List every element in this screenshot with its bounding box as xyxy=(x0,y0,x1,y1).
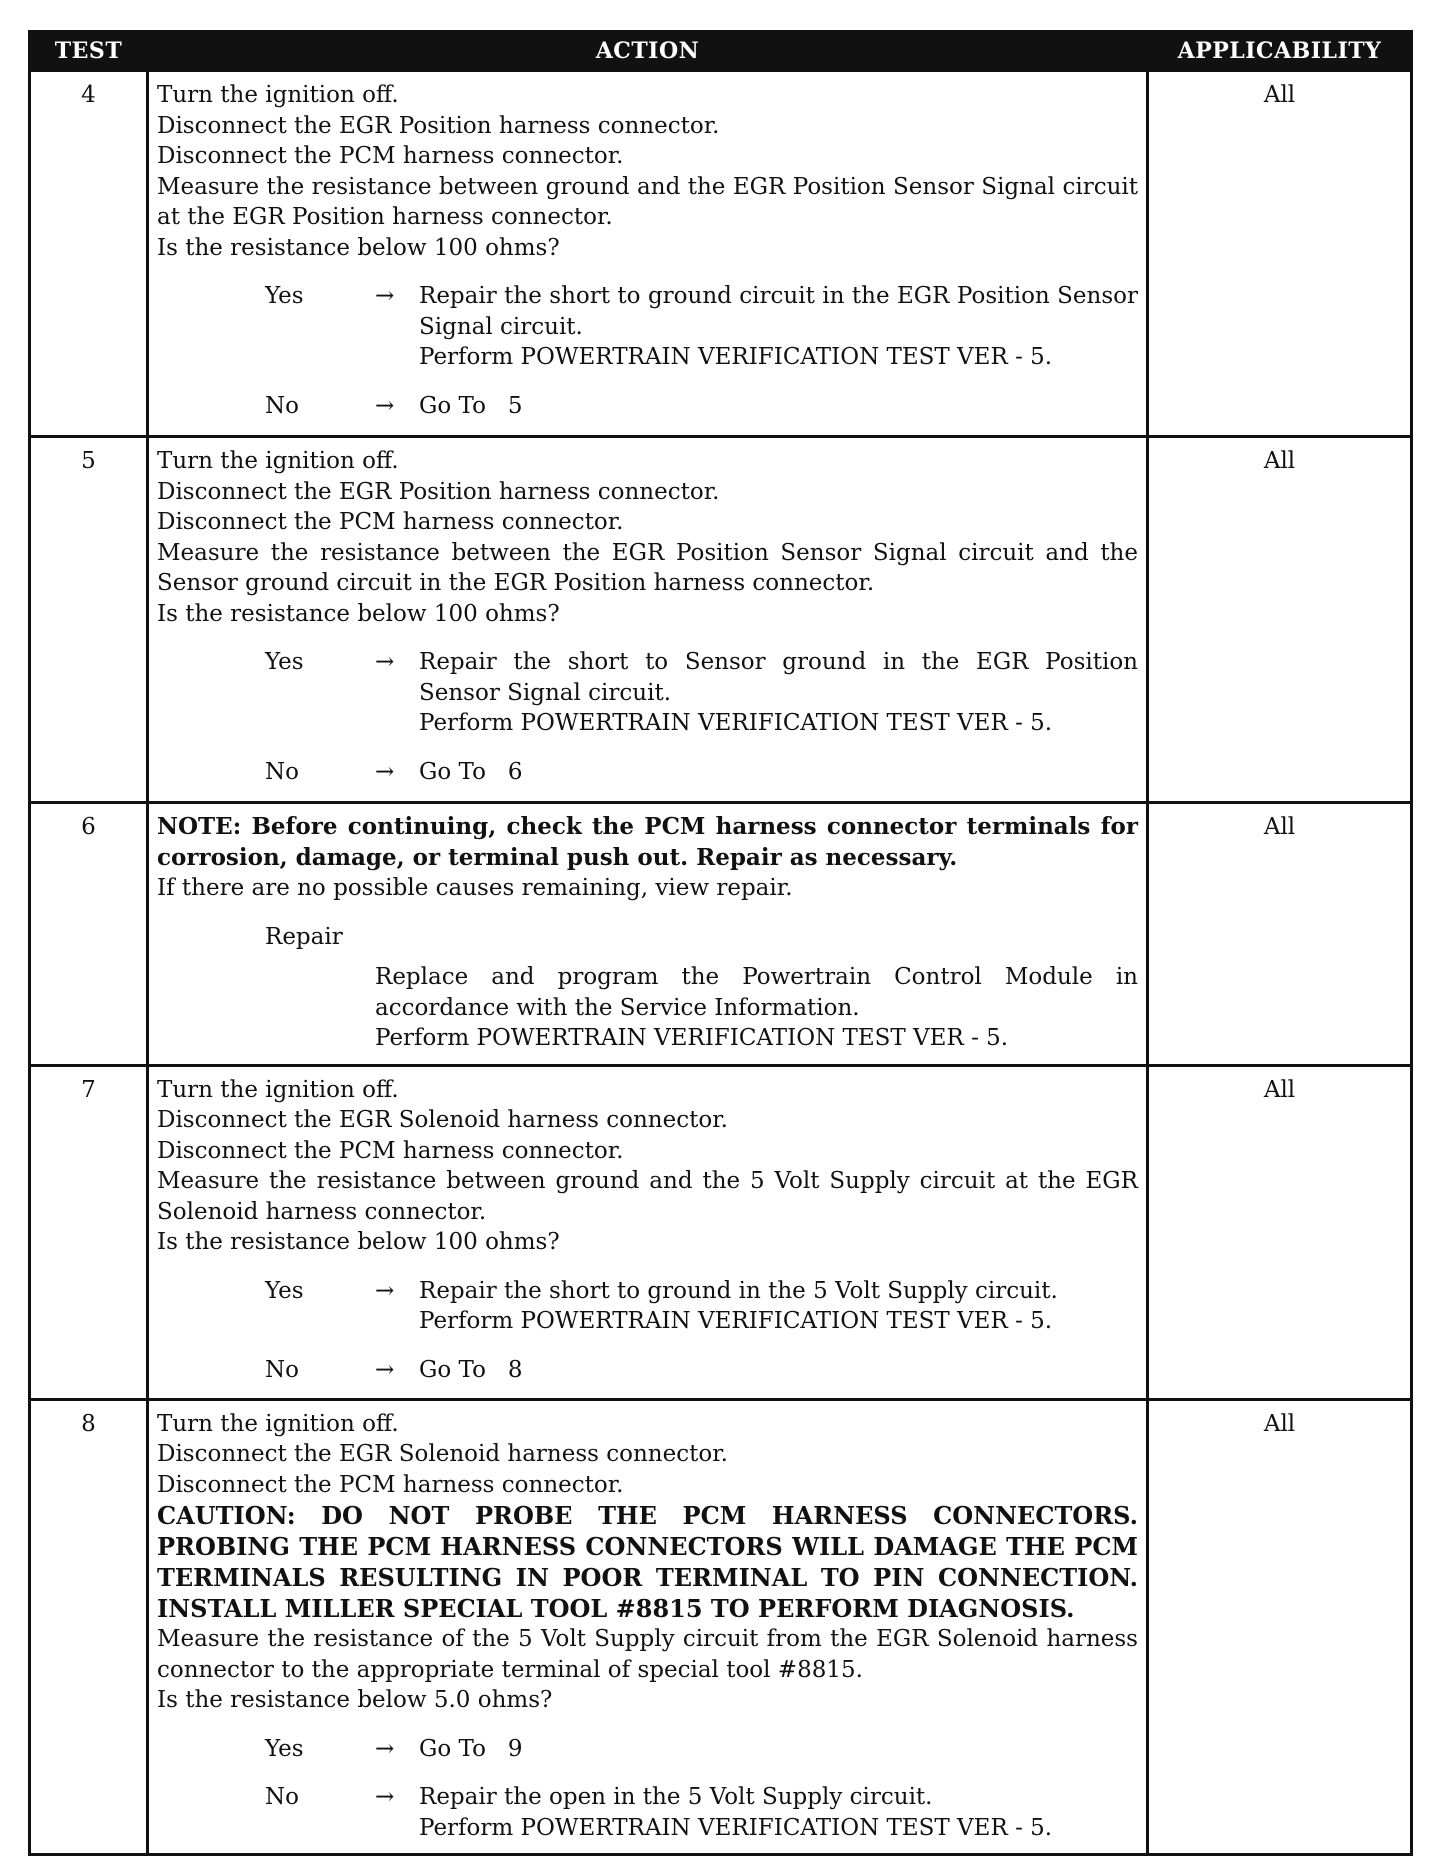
no-action: Go To 6 xyxy=(419,758,523,785)
test-number: 5 xyxy=(30,437,148,803)
action-question: Is the resistance below 5.0 ohms? xyxy=(157,1687,553,1713)
yes-label: Yes xyxy=(265,649,304,675)
arrow-icon: → xyxy=(375,1784,395,1810)
yes-result xyxy=(157,1734,1138,1765)
yes-action: Repair the short to ground in the 5 Volt Supply circuit. xyxy=(419,1277,1058,1304)
applicability: All xyxy=(1148,437,1412,803)
yes-result xyxy=(157,281,1138,373)
table-row-test-4 xyxy=(30,71,1412,437)
no-result xyxy=(157,391,1138,422)
yes-label: Yes xyxy=(265,1277,304,1304)
header-applicability: APPLICABILITY xyxy=(1148,32,1412,71)
caution-text: CAUTION: DO NOT PROBE THE PCM HARNESS CONNECTORS. PROBING THE PCM HARNESS CONNECTORS WILL DAMAGE THE PCM TERMINALS RESULTING IN POOR TERMINAL TO PIN CONNECTION. INSTALL MILLER SPECIAL TOOL #8815 TO PERFORM DIAGNOSIS. xyxy=(157,1501,1138,1623)
action-step: Disconnect the EGR Solenoid harness connector. xyxy=(157,1441,728,1467)
verification-step: Perform POWERTRAIN VERIFICATION TEST VER - 5. xyxy=(419,710,1053,736)
test-number: 6 xyxy=(30,803,148,1066)
yes-action: Go To 9 xyxy=(419,1735,523,1762)
no-label: No xyxy=(265,758,299,785)
test-number: 8 xyxy=(30,1399,148,1855)
action-step: Measure the resistance of the 5 Volt Supply circuit from the EGR Solenoid harness connector to the appropriate terminal of special tool #8815. xyxy=(157,1626,1138,1683)
test-number: 4 xyxy=(30,71,148,437)
no-action: Go To 5 xyxy=(419,392,523,419)
no-action: Go To 8 xyxy=(419,1356,523,1383)
action-step: Disconnect the EGR Solenoid harness connector. xyxy=(157,1107,728,1133)
diagnostic-table xyxy=(28,30,1413,1856)
diagnostic-page xyxy=(28,30,1410,1856)
no-result xyxy=(157,1782,1138,1843)
yes-label: Yes xyxy=(265,283,304,309)
action-step: Disconnect the PCM harness connector. xyxy=(157,1137,624,1164)
no-action: Repair the open in the 5 Volt Supply circuit. xyxy=(419,1784,933,1810)
table-header-row xyxy=(30,32,1412,71)
action-step: Disconnect the PCM harness connector. xyxy=(157,143,624,169)
table-row-test-7 xyxy=(30,1065,1412,1399)
arrow-icon: → xyxy=(375,649,395,675)
action-question: Is the resistance below 100 ohms? xyxy=(157,600,560,627)
action-step: Measure the resistance between the EGR Position Sensor Signal circuit and the Sensor ground circuit in the EGR Position harness connector. xyxy=(157,539,1138,596)
no-label: No xyxy=(265,1784,299,1810)
yes-result xyxy=(157,1276,1138,1337)
note-text: NOTE: Before continuing, check the PCM harness connector terminals for corrosion, damage, or terminal push out. Repair as necessary. xyxy=(157,813,1138,871)
verification-step: Perform POWERTRAIN VERIFICATION TEST VER - 5. xyxy=(419,1308,1053,1334)
action-cell xyxy=(148,1065,1148,1399)
test-number: 7 xyxy=(30,1065,148,1399)
arrow-icon: → xyxy=(375,758,395,785)
header-action: ACTION xyxy=(148,32,1148,71)
yes-action: Repair the short to ground circuit in the EGR Position Sensor Signal circuit. xyxy=(419,283,1138,340)
action-step: If there are no possible causes remaining, view repair. xyxy=(157,875,793,901)
yes-result xyxy=(157,647,1138,739)
action-question: Is the resistance below 100 ohms? xyxy=(157,234,560,261)
applicability: All xyxy=(1148,803,1412,1066)
arrow-icon: → xyxy=(375,1356,395,1383)
action-step: Measure the resistance between ground and the EGR Position Sensor Signal circuit at the EGR Position harness connector. xyxy=(157,173,1138,230)
action-step: Disconnect the PCM harness connector. xyxy=(157,509,624,535)
action-cell xyxy=(148,437,1148,803)
yes-label: Yes xyxy=(265,1735,304,1762)
repair-label: Repair xyxy=(265,923,343,950)
applicability: All xyxy=(1148,71,1412,437)
action-step: Turn the ignition off. xyxy=(157,1410,399,1437)
action-question: Is the resistance below 100 ohms? xyxy=(157,1229,560,1255)
action-step: Turn the ignition off. xyxy=(157,448,399,474)
repair-action: Replace and program the Powertrain Control Module in accordance with the Service Information. xyxy=(375,964,1138,1021)
no-label: No xyxy=(265,1356,299,1383)
action-step: Disconnect the EGR Position harness connector. xyxy=(157,478,720,505)
repair-section xyxy=(157,922,1138,1054)
arrow-icon: → xyxy=(375,1277,395,1304)
applicability: All xyxy=(1148,1065,1412,1399)
action-step: Measure the resistance between ground and the 5 Volt Supply circuit at the EGR Solenoid harness connector. xyxy=(157,1168,1138,1225)
yes-action: Repair the short to Sensor ground in the EGR Position Sensor Signal circuit. xyxy=(419,649,1138,706)
table-row-test-6 xyxy=(30,803,1412,1066)
arrow-icon: → xyxy=(375,1735,395,1762)
action-step: Disconnect the EGR Position harness connector. xyxy=(157,112,720,139)
action-cell xyxy=(148,71,1148,437)
header-test: TEST xyxy=(30,32,148,71)
arrow-icon: → xyxy=(375,283,395,309)
verification-step: Perform POWERTRAIN VERIFICATION TEST VER - 5. xyxy=(419,1814,1053,1841)
no-label: No xyxy=(265,392,299,419)
no-result xyxy=(157,1355,1138,1386)
no-result xyxy=(157,757,1138,788)
verification-step: Perform POWERTRAIN VERIFICATION TEST VER - 5. xyxy=(375,1025,1009,1051)
action-cell xyxy=(148,803,1148,1066)
table-row-test-5 xyxy=(30,437,1412,803)
arrow-icon: → xyxy=(375,392,395,419)
action-step: Turn the ignition off. xyxy=(157,82,399,108)
action-step: Turn the ignition off. xyxy=(157,1076,399,1103)
action-step: Disconnect the PCM harness connector. xyxy=(157,1471,624,1498)
table-row-test-8 xyxy=(30,1399,1412,1855)
action-cell xyxy=(148,1399,1148,1855)
applicability: All xyxy=(1148,1399,1412,1855)
verification-step: Perform POWERTRAIN VERIFICATION TEST VER - 5. xyxy=(419,344,1053,370)
